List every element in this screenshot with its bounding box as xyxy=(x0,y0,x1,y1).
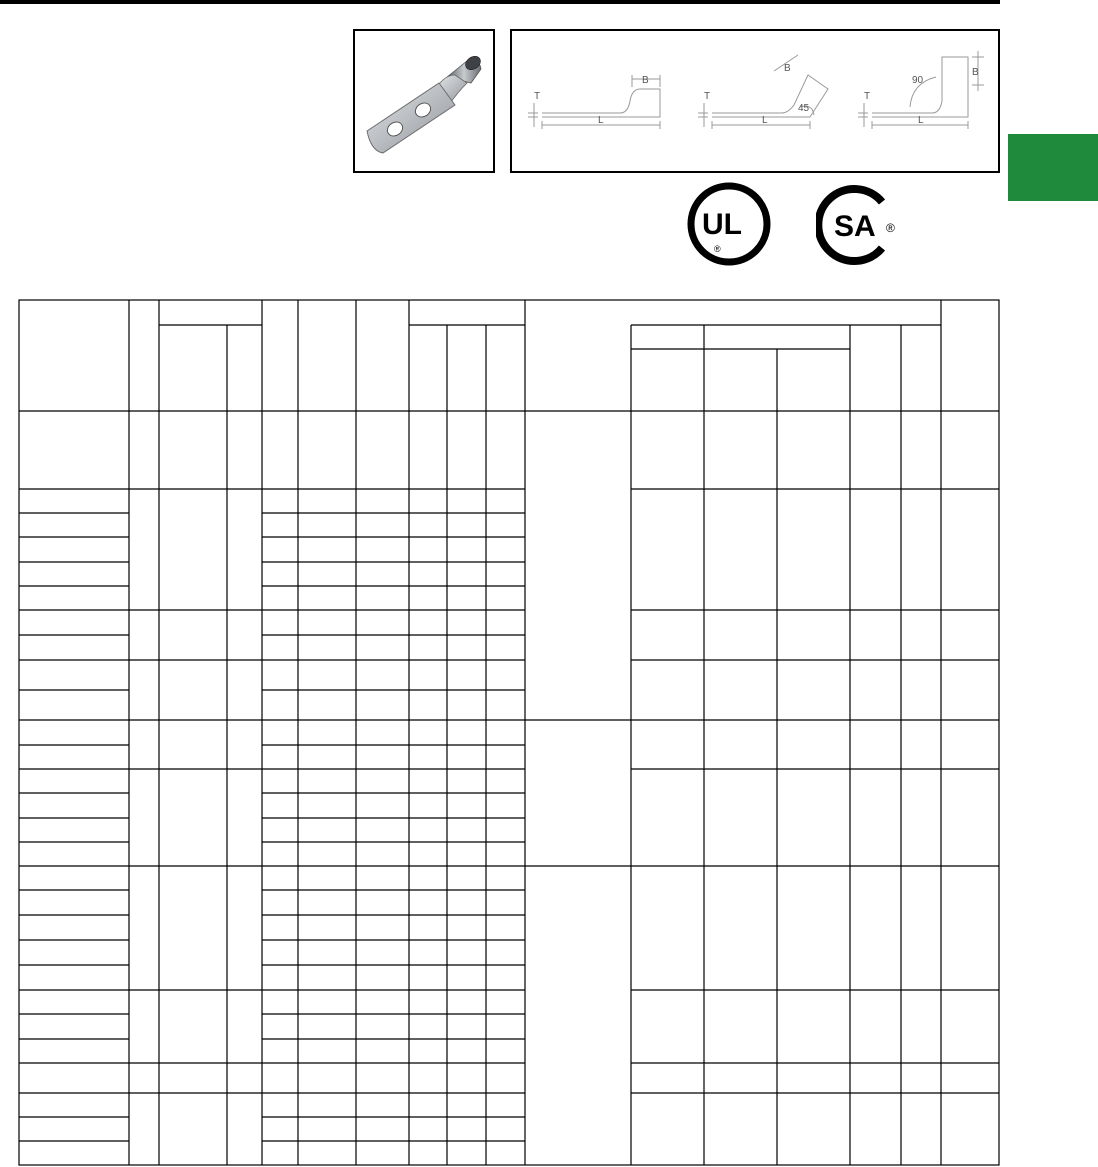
angled45-b-label: B xyxy=(784,63,791,74)
section-tab xyxy=(1008,134,1098,201)
svg-text:®: ® xyxy=(886,221,895,235)
angled45-t-label: T xyxy=(704,91,711,102)
straight-t-label: T xyxy=(534,91,541,102)
angled90-l-label: L xyxy=(918,115,924,126)
angled90-t-label: T xyxy=(864,91,871,102)
svg-text:®: ® xyxy=(714,244,721,254)
svg-text:SA: SA xyxy=(834,210,876,243)
angled90-angle-label: 90 xyxy=(912,75,924,86)
straight-l-label: L xyxy=(598,115,604,126)
angled90-b-label: B xyxy=(972,67,979,78)
angled45-l-label: L xyxy=(762,115,768,126)
angled45-angle-label: 45 xyxy=(798,103,810,114)
straight-b-label: B xyxy=(642,75,649,86)
svg-text:UL: UL xyxy=(702,208,742,241)
table-border xyxy=(19,300,999,1165)
